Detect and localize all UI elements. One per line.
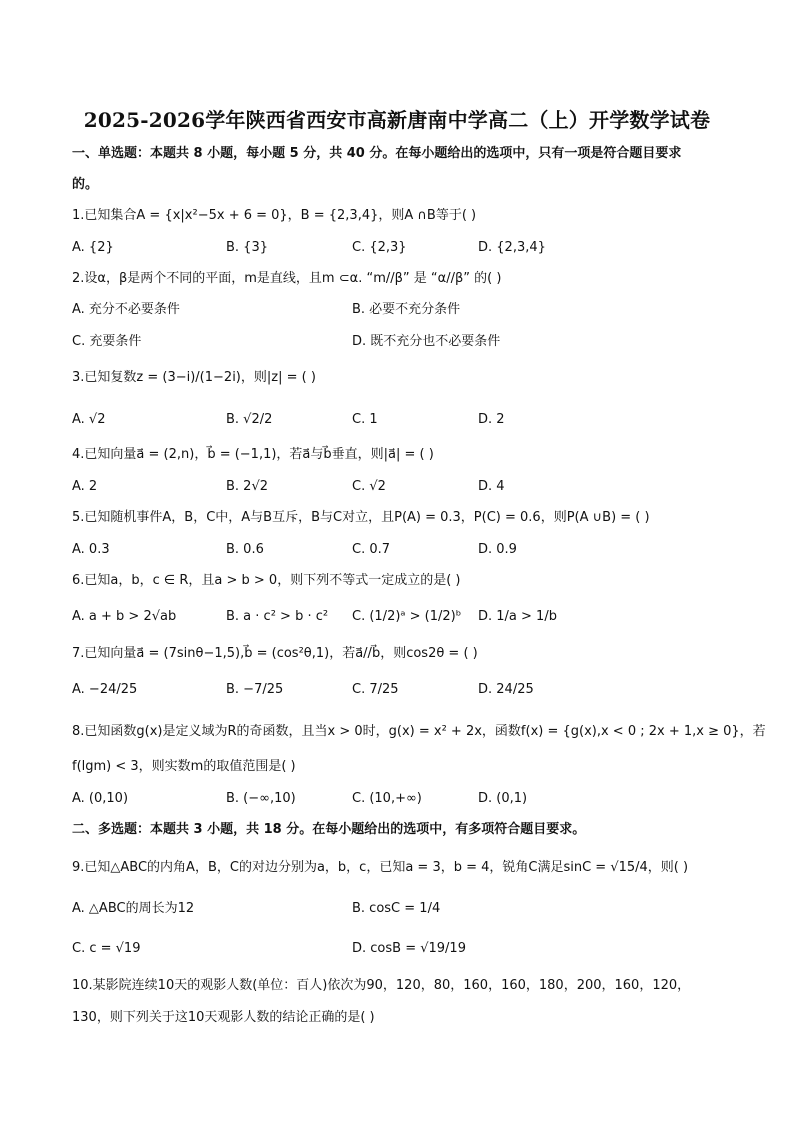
question-7-option-d: D. 24/25 xyxy=(478,682,534,697)
question-8-option-c: C. (10,+∞) xyxy=(352,791,422,806)
question-2-option-c: C. 充要条件 xyxy=(72,334,142,349)
question-1-option-b: B. {3} xyxy=(226,240,268,255)
question-5-option-b: B. 0.6 xyxy=(226,542,264,557)
question-5-option-a: A. 0.3 xyxy=(72,542,110,557)
question-2-stem: 2.设α，β是两个不同的平面，m是直线，且m ⊂α. “m//β” 是 “α//β” 的( ) xyxy=(72,271,502,286)
question-3-option-c: C. 1 xyxy=(352,412,378,427)
question-9-option-b: B. cosC = 1/4 xyxy=(352,901,441,916)
section-1-heading: 一、单选题：本题共 8 小题，每小题 5 分，共 40 分。在每小题给出的选项中，只有一项是符合题目要求 xyxy=(72,146,682,161)
question-8-option-d: D. (0,1) xyxy=(478,791,528,806)
question-7-option-c: C. 7/25 xyxy=(352,682,399,697)
question-8-option-b: B. (−∞,10) xyxy=(226,791,296,806)
question-7-option-b: B. −7/25 xyxy=(226,682,284,697)
question-1-option-d: D. {2,3,4} xyxy=(478,240,546,255)
question-10-stem-cont: 130，则下列关于这10天观影人数的结论正确的是( ) xyxy=(72,1010,375,1025)
question-9-option-d: D. cosB = √19/19 xyxy=(352,941,466,956)
question-7-stem: 7.已知向量a⃗ = (7sinθ−1,5),b⃗ = (cos²θ,1)，若a⃗//b⃗，则cos2θ = ( ) xyxy=(72,646,478,661)
question-3-option-a: A. √2 xyxy=(72,412,106,427)
question-2-option-a: A. 充分不必要条件 xyxy=(72,302,180,317)
question-8-stem: 8.已知函数g(x)是定义域为R的奇函数，且当x > 0时，g(x) = x² + 2x，函数f(x) = {g(x),x < 0 ; 2x + 1,x ≥ 0}，若 xyxy=(72,724,766,739)
question-6-option-b: B. a · c² > b · c² xyxy=(226,609,329,624)
question-9-stem: 9.已知△ABC的内角A，B，C的对边分别为a，b，c，已知a = 3，b = 4，锐角C满足sinC = √15/4，则( ) xyxy=(72,860,689,875)
question-9-option-a: A. △ABC的周长为12 xyxy=(72,901,195,916)
question-4-option-b: B. 2√2 xyxy=(226,479,269,494)
question-3-option-b: B. √2/2 xyxy=(226,412,273,427)
question-3-option-d: D. 2 xyxy=(478,412,505,427)
question-4-option-c: C. √2 xyxy=(352,479,386,494)
question-8-stem-cont: f(lgm) < 3，则实数m的取值范围是( ) xyxy=(72,759,296,774)
question-5-option-d: D. 0.9 xyxy=(478,542,517,557)
question-3-stem: 3.已知复数z = (3−i)/(1−2i)，则|z| = ( ) xyxy=(72,370,316,385)
section-2-heading: 二、多选题：本题共 3 小题，共 18 分。在每小题给出的选项中，有多项符合题目要求。 xyxy=(72,822,586,837)
question-5-stem: 5.已知随机事件A，B，C中，A与B互斥，B与C对立，且P(A) = 0.3，P(C) = 0.6，则P(A ∪B) = ( ) xyxy=(72,510,650,525)
question-7-option-a: A. −24/25 xyxy=(72,682,138,697)
question-1-option-c: C. {2,3} xyxy=(352,240,407,255)
question-8-option-a: A. (0,10) xyxy=(72,791,129,806)
question-4-stem: 4.已知向量a⃗ = (2,n)，b⃗ = (−1,1)，若a⃗与b⃗垂直，则|a⃗| = ( ) xyxy=(72,447,434,462)
question-1-option-a: A. {2} xyxy=(72,240,114,255)
question-2-option-b: B. 必要不充分条件 xyxy=(352,302,461,317)
question-10-stem: 10.某影院连续10天的观影人数(单位：百人)依次为90，120，80，160，160，180，200，160，120， xyxy=(72,978,691,993)
question-6-stem: 6.已知a，b，c ∈ R，且a > b > 0，则下列不等式一定成立的是( ) xyxy=(72,573,461,588)
section-1-heading-cont: 的。 xyxy=(72,177,99,192)
question-5-option-c: C. 0.7 xyxy=(352,542,391,557)
exam-title: 2025-2026学年陕西省西安市高新唐南中学高二（上）开学数学试卷 xyxy=(83,108,711,132)
question-4-option-d: D. 4 xyxy=(478,479,505,494)
question-1-stem: 1.已知集合A = {x|x²−5x + 6 = 0}，B = {2,3,4}，则A ∩B等于( ) xyxy=(72,208,477,223)
question-4-option-a: A. 2 xyxy=(72,479,98,494)
question-6-option-a: A. a + b > 2√ab xyxy=(72,609,177,624)
question-6-option-d: D. 1/a > 1/b xyxy=(478,609,557,624)
question-9-option-c: C. c = √19 xyxy=(72,941,141,956)
question-2-option-d: D. 既不充分也不必要条件 xyxy=(352,334,501,349)
question-6-option-c: C. (1/2)ᵃ > (1/2)ᵇ xyxy=(352,609,462,624)
